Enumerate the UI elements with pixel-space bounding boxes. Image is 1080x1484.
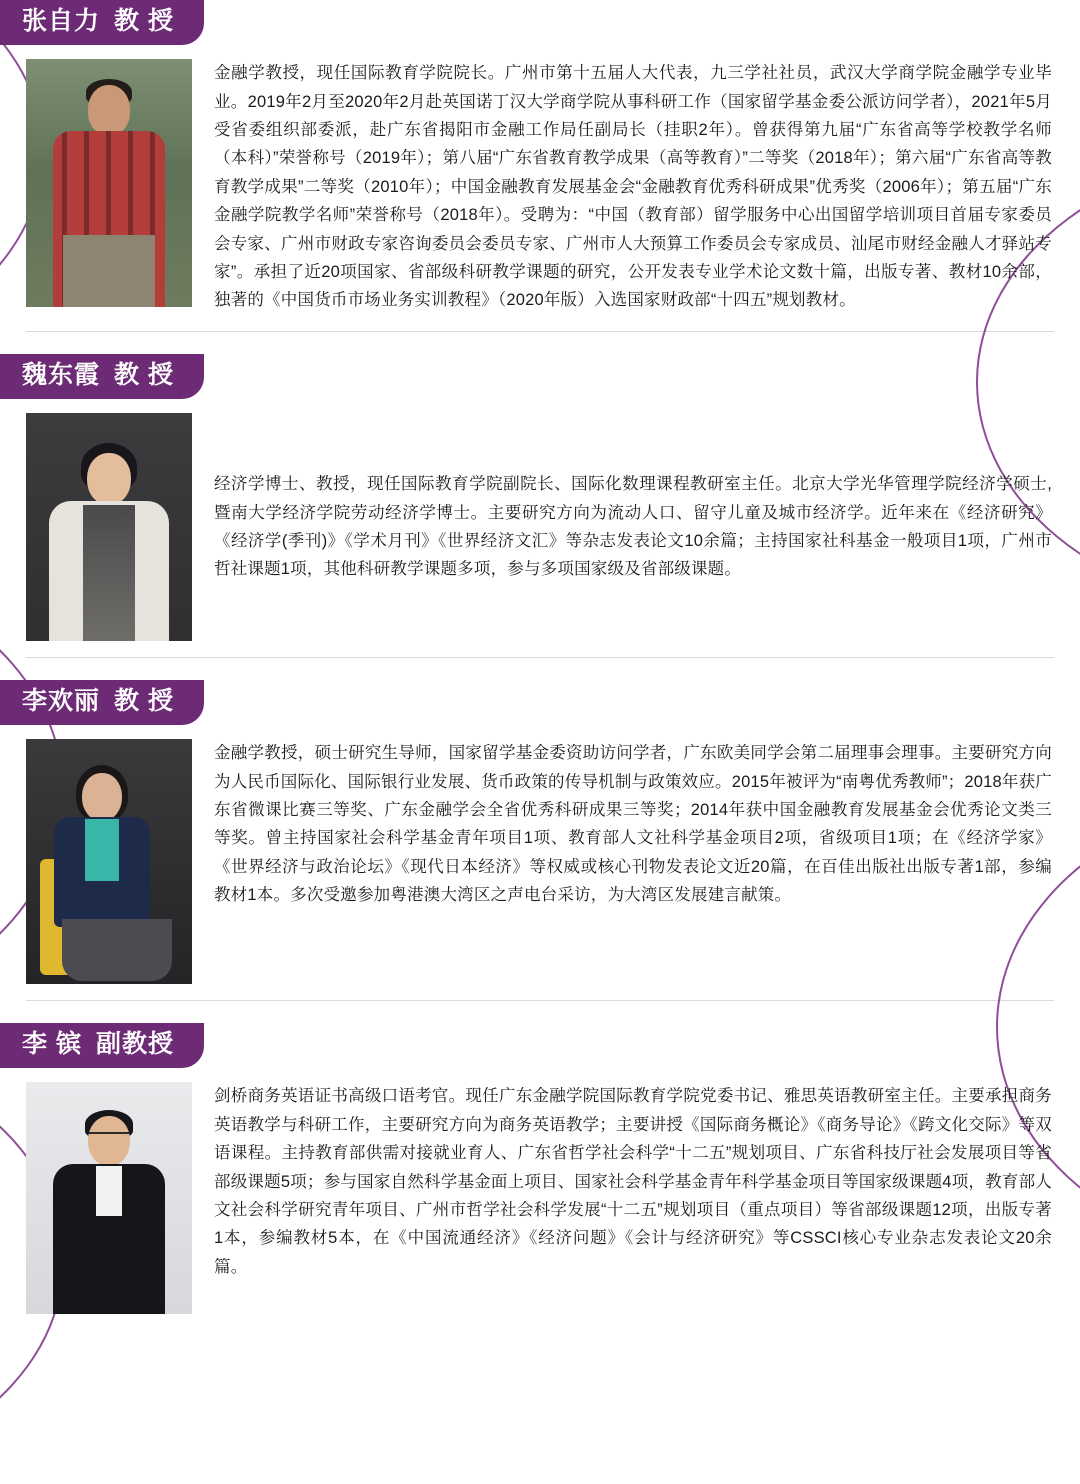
faculty-photo xyxy=(26,413,192,641)
faculty-name-tag xyxy=(0,680,204,725)
faculty-photo xyxy=(26,59,192,307)
faculty-name-tag xyxy=(0,354,204,399)
faculty-bio: 金融学教授，硕士研究生导师，国家留学基金委资助访问学者，广东欧美同学会第二届理事会理事。主要研究方向为人民币国际化、国际银行业发展、货币政策的传导机制与政策效应。2015年被评为“南粤优秀教师”；2018年获广东省微课比赛三等奖、广东金融学会全省优秀科研成果三等奖；2014年获中国金融教育发展基金会优秀论文类三等奖。曾主持国家社会科学基金青年项目1项、教育部人文社科学基金项目2项，省级项目1项；在《经济学家》《世界经济与政治论坛》《现代日本经济》等权威或核心刊物发表论文近20篇，在百佳出版社出版专著1部，参编教材1本。多次受邀参加粤港澳大湾区之声电台采访，为大湾区发展建言献策。 xyxy=(214,744,1052,904)
faculty-name: 李欢丽 xyxy=(22,686,101,715)
faculty-bio: 剑桥商务英语证书高级口语考官。现任广东金融学院国际教育学院党委书记、雅思英语教研室主任。主要承担商务英语教学与科研工作，主要研究方向为商务英语教学；主要讲授《国际商务概论》《商务导论》《跨文化交际》等双语课程。主持教育部供需对接就业育人、广东省哲学社会科学“十二五”规划项目、广东省科技厅社会发展项目等省部级课题5项；参与国家自然科学基金面上项目、国家社会科学基金青年科学基金项目等国家级课题4项，教育部人文社会科学研究青年项目、广州市哲学社会科学发展“十二五”规划项目（重点项目）等省部级课题12项，出版专著1本，参编教材5本，在《中国流通经济》《经济问题》《会计与经济研究》等CSSCI核心专业杂志发表论文20余篇。 xyxy=(214,1087,1052,1276)
faculty-photo xyxy=(26,739,192,984)
faculty-title: 教 授 xyxy=(114,7,174,35)
faculty-bio: 经济学博士、教授，现任国际教育学院副院长、国际化数理课程教研室主任。北京大学光华管理学院经济学硕士,暨南大学经济学院劳动经济学博士。主要研究方向为流动人口、留守儿童及城市经济学。近年来在《经济研究》《经济学(季刊)》《学术月刊》《世界经济文汇》等杂志发表论文10余篇；主持国家社科基金一般项目1项，广州市哲社课题1项，其他科研教学课题多项，参与多项国家级及省部级课题。 xyxy=(214,475,1052,579)
faculty-card xyxy=(0,0,1080,325)
card-divider xyxy=(26,657,1054,658)
faculty-title: 教 授 xyxy=(114,360,174,389)
faculty-card xyxy=(0,354,1080,651)
faculty-name: 李 镔 xyxy=(22,1030,82,1059)
faculty-photo xyxy=(26,1082,192,1314)
faculty-title: 副教授 xyxy=(95,1030,174,1059)
faculty-title: 教 授 xyxy=(114,686,174,715)
faculty-name-tag xyxy=(0,1023,204,1068)
faculty-card xyxy=(0,1023,1080,1324)
faculty-name: 魏东霞 xyxy=(22,360,101,389)
faculty-card xyxy=(0,680,1080,994)
card-divider xyxy=(26,1000,1054,1001)
faculty-name: 张自力 xyxy=(22,7,101,35)
faculty-bio: 金融学教授，现任国际教育学院院长。广州市第十五届人大代表，九三学社社员，武汉大学商学院金融学专业毕业。2019年2月至2020年2月赴英国诺丁汉大学商学院从事科研工作（国家留学基金委公派访问学者），2021年5月受省委组织部委派，赴广东省揭阳市金融工作局任副局长（挂职2年）。曾获得第九届“广东省高等学校教学名师（本科）”荣誉称号（2019年）；第八届“广东省教育教学成果（高等教育）”二等奖（2018年）；第六届“广东省高等教育教学成果”二等奖（2010年）；中国金融教育发展基金会“金融教育优秀科研成果”优秀奖（2006年）；第五届“广东金融学院教学名师”荣誉称号（2018年）。受聘为：“中国（教育部）留学服务中心出国留学培训项目首届专家委员会专家、广州市财政专家咨询委员会委员专家、广州市人大预算工作委员会专家成员、汕尾市财经金融人才驿站专家”。承担了近20项国家、省部级科研教学课题的研究，公开发表专业学术论文数十篇，出版专著、教材10余部，独著的《中国货币市场业务实训教程》（2020年版）入选国家财政部“十四五”规划教材。 xyxy=(214,64,1052,310)
card-divider xyxy=(26,331,1054,332)
faculty-name-tag xyxy=(0,0,204,45)
